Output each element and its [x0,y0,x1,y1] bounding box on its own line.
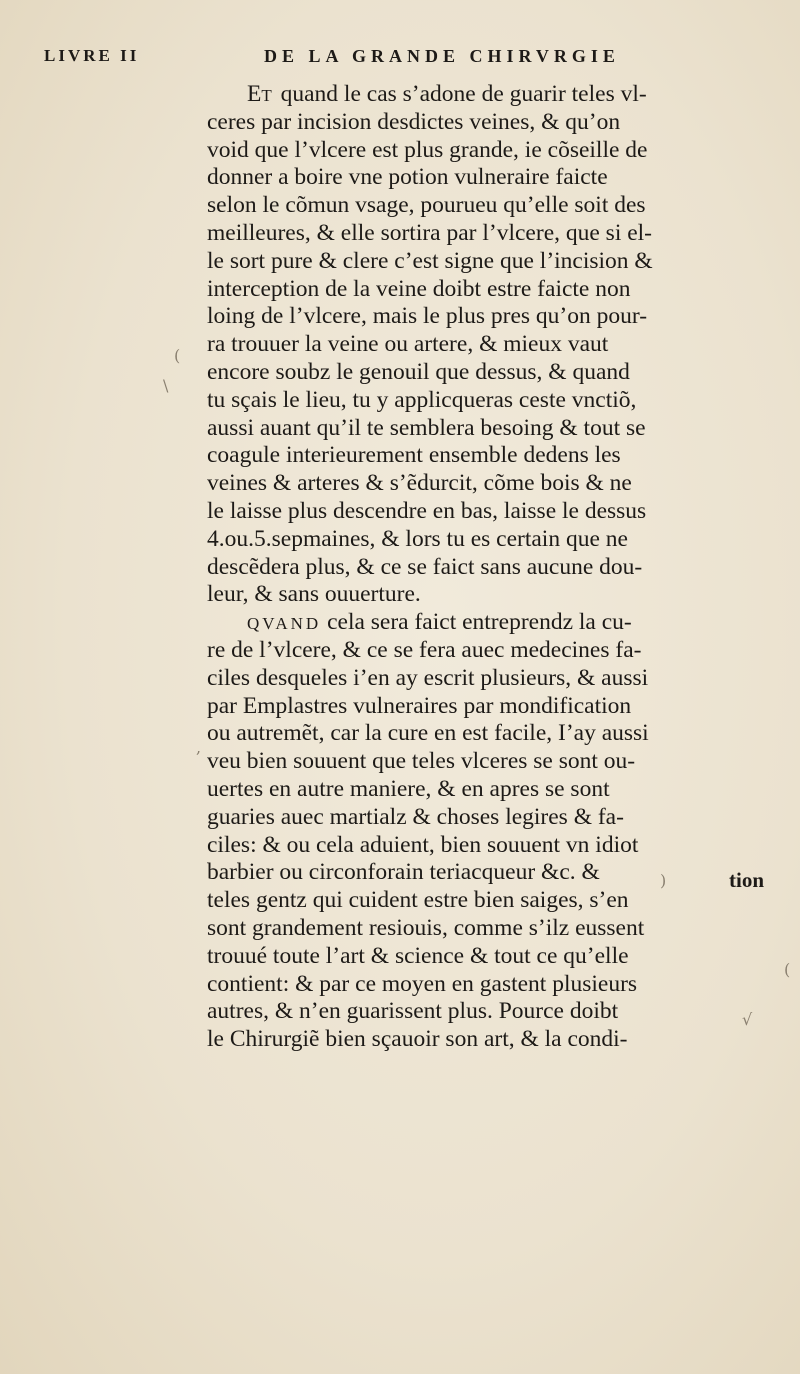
book-title: DE LA GRANDE CHIRVRGIE [264,46,620,66]
running-head [44,46,756,76]
text-line: selon le cõmun vsage, pourueu qu’elle soit des [207,192,646,219]
text-line: trouué toute l’art & science & tout ce qu’elle [207,942,629,969]
text-line: interception de la veine doibt estre faicte non [207,275,631,302]
text-line: donner a boire vne potion vulneraire faicte [207,164,608,191]
body-text [207,81,793,1054]
initial-letter: E [247,81,262,107]
margin-mark: \ [163,376,169,395]
margin-mark: ( [784,960,791,979]
margin-mark: ) [660,871,667,890]
text-line: veu bien souuent que teles vlceres se sont ou- [207,748,636,775]
text-line: loing de l’vlcere, mais le plus pres qu’on pour- [207,303,648,330]
text-line: QVAND cela sera faict entreprendz la cu- [247,609,632,636]
text-line: par Emplastres vulneraires par mondification [207,692,632,719]
text-line: autres, & n’en guarissent plus. Pource doibt [207,998,619,1025]
text-line: ou autremẽt, car la cure en est facile, I’ay aussi [207,720,649,747]
text-line: veines & arteres & s’ẽdurcit, cõme bois & ne [207,470,632,497]
text-line: sont grandement resiouis, comme s’ilz eussent [207,914,645,941]
text-line: coagule interieurement ensemble dedens les [207,442,621,469]
text-line: ra trouuer la veine ou artere, & mieux vaut [207,331,609,358]
text-line: leur, & sans ouuerture. [207,581,421,608]
text-line: barbier ou circonforain teriacqueur &c. & [207,859,600,886]
text-line: ciles desqueles i’en ay escrit plusieurs, & aussi [207,664,649,691]
text-line: le sort pure & clere c’est signe que l’incision & [207,247,653,274]
text-line: aussi auant qu’il te semblera besoing & tout se [207,414,646,441]
lead-small-caps: T [261,86,275,105]
text-line: contient: & par ce moyen en gastent plusieurs [207,970,638,997]
text-line: meilleures, & elle sortira par l’vlcere, que si el- [207,219,653,246]
text-line: void que l’vlcere est plus grande, ie cõseille de [207,136,648,163]
book-number: LIVRE II [44,46,140,65]
text-line: ciles: & ou cela aduient, bien souuent vn idiot [207,831,639,858]
margin-mark: ( [174,346,181,365]
text-line: guaries auec martialz & choses legires & fa- [207,803,624,830]
text-line: le laisse plus descendre en bas, laisse le dessus [207,497,647,524]
text-line: encore soubz le genouil que dessus, & quand [207,358,630,385]
text-line: 4.ou.5.sepmaines, & lors tu es certain que ne [207,525,628,552]
text-line: re de l’vlcere, & ce se fera auec medecines fa- [207,636,642,663]
text-line: descẽdera plus, & ce se faict sans aucune dou- [207,553,643,580]
text-line: ceres par incision desdictes veines, & qu’on [207,108,621,135]
lead-small-caps: QVAND [247,614,322,634]
text-line: tu sçais le lieu, tu y applicqueras ceste vnctiõ, [207,386,637,413]
margin-mark: √ [742,1010,753,1029]
margin-mark: , [196,738,202,757]
text-line: ET quand le cas s’adone de guarir teles vl- [247,81,647,107]
text-line: teles gentz qui cuident estre bien saiges, s’en [207,887,629,914]
text-line: uertes en autre maniere, & en apres se sont [207,775,610,802]
catchword: tion [729,868,765,892]
text-line: le Chirurgiẽ bien sçauoir son art, & la condi- [207,1026,628,1053]
